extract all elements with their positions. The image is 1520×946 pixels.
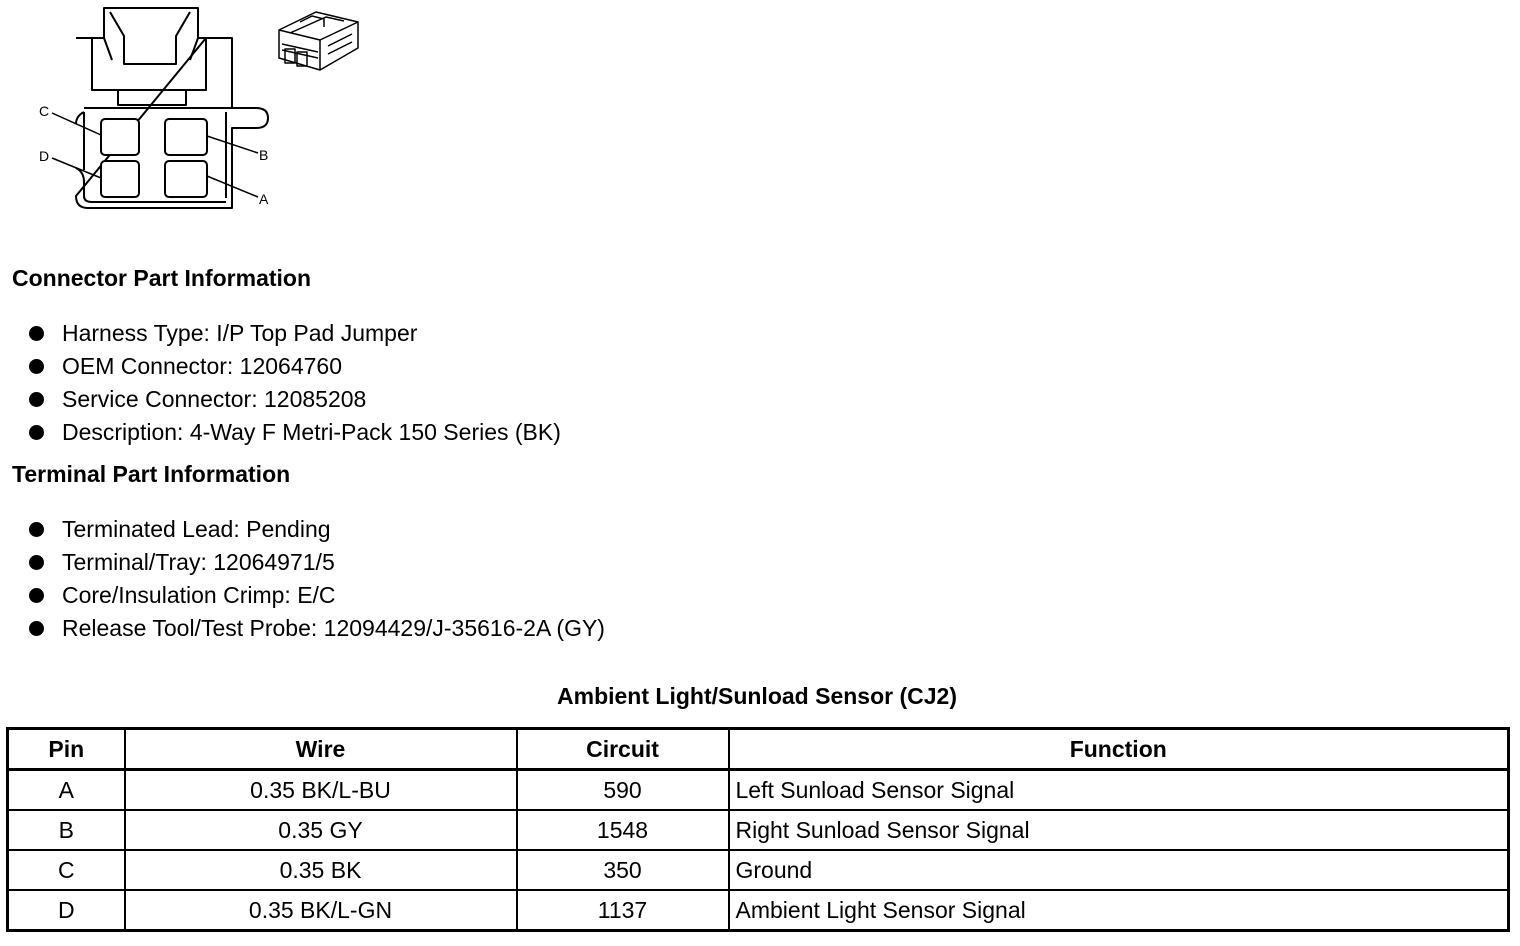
bullet-icon — [29, 522, 44, 537]
list-item: Release Tool/Test Probe: 12094429/J-35616-2A (GY) — [0, 612, 605, 645]
pin-label-b: B — [259, 147, 269, 163]
column-header-wire: Wire — [125, 729, 517, 770]
pin-cell: C — [8, 850, 125, 890]
wire-cell: 0.35 BK/L-GN — [125, 890, 517, 931]
bullet-icon — [29, 359, 44, 374]
pin-label-a: A — [259, 191, 269, 207]
table-row — [8, 850, 1509, 890]
bullet-icon — [29, 555, 44, 570]
connector-info-heading: Connector Part Information — [12, 265, 312, 291]
table-row — [8, 890, 1509, 931]
pin-cell: D — [8, 890, 125, 931]
circuit-cell: 590 — [517, 770, 729, 811]
wire-cell: 0.35 BK/L-BU — [125, 770, 517, 811]
column-header-function: Function — [729, 729, 1509, 770]
table-row — [8, 770, 1509, 811]
column-header-pin: Pin — [8, 729, 125, 770]
table-row — [8, 810, 1509, 850]
list-item: Description: 4-Way F Metri-Pack 150 Series (BK) — [0, 416, 561, 449]
function-cell: Right Sunload Sensor Signal — [729, 810, 1509, 850]
function-cell: Ground — [729, 850, 1509, 890]
table-title: Ambient Light/Sunload Sensor (CJ2) — [557, 683, 957, 709]
circuit-cell: 1548 — [517, 810, 729, 850]
pin-cell: B — [8, 810, 125, 850]
pinout-table — [6, 727, 1510, 932]
pin-cell: A — [8, 770, 125, 811]
circuit-cell: 1137 — [517, 890, 729, 931]
connector-diagram — [0, 0, 380, 225]
wire-cell: 0.35 GY — [125, 810, 517, 850]
function-cell: Ambient Light Sensor Signal — [729, 890, 1509, 931]
connector-isometric-icon — [279, 12, 358, 70]
column-header-circuit: Circuit — [517, 729, 729, 770]
list-item: OEM Connector: 12064760 — [0, 350, 561, 383]
bullet-icon — [29, 326, 44, 341]
pin-label-d: D — [39, 148, 50, 164]
connector-info-list — [0, 317, 561, 449]
terminal-info-list — [0, 513, 605, 645]
bullet-icon — [29, 392, 44, 407]
wire-cell: 0.35 BK — [125, 850, 517, 890]
list-item: Harness Type: I/P Top Pad Jumper — [0, 317, 561, 350]
bullet-icon — [29, 621, 44, 636]
bullet-icon — [29, 588, 44, 603]
bullet-icon — [29, 425, 44, 440]
list-item: Service Connector: 12085208 — [0, 383, 561, 416]
terminal-info-heading: Terminal Part Information — [12, 461, 291, 487]
circuit-cell: 350 — [517, 850, 729, 890]
function-cell: Left Sunload Sensor Signal — [729, 770, 1509, 811]
list-item: Terminal/Tray: 12064971/5 — [0, 546, 605, 579]
table-header-row — [8, 729, 1509, 770]
pin-label-c: C — [39, 103, 50, 119]
list-item: Terminated Lead: Pending — [0, 513, 605, 546]
list-item: Core/Insulation Crimp: E/C — [0, 579, 605, 612]
